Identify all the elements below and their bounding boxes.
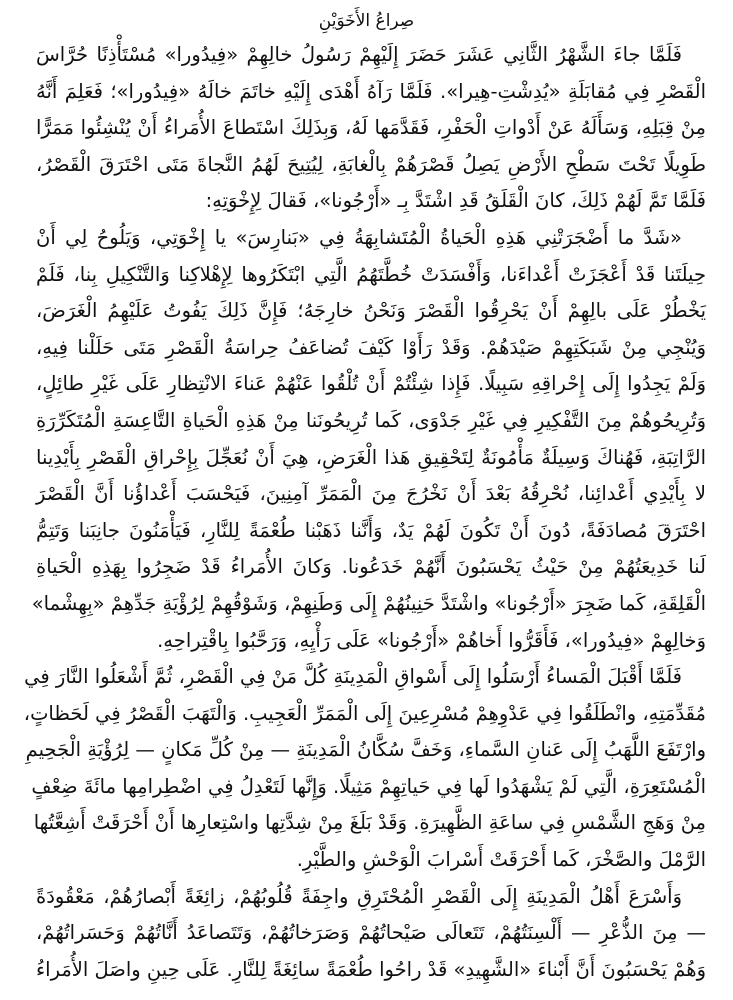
text-line: وارْتَفَعَ اللَّهَبُ إِلَى عَنانِ السَّماءِ، وَخَفَّ سُكَّانُ الْمَدِينَةِ — مِنْ كُلِّ مَكانٍ — لِرُؤْيَةِ الْجَحِيمِ bbox=[25, 738, 706, 762]
text-line: الْقَصْرِ فِي مُقابَلَةِ «يُدِشْتِ-هِيرا». فَلَمَّا رَآهُ أَهْدَى إِلَيْهِ خاتَمَ خالَهُ «فِيدُورا»؛ فَعَلِمَ أَنَّهُ bbox=[36, 79, 706, 103]
text-line: وَهُمْ يَحْسَبُونَ أَنَّ أَبْناءَ «الشَّهِيدِ» قَدْ راحُوا طُعْمَةً سائِغَةً لِلنَّارِ. عَلَى حِينِ واصَلَ الأُمَراءُ bbox=[36, 957, 706, 981]
body-text bbox=[23, 37, 706, 988]
text-line: الرَّاتِبَةِ، فَهُناكَ وَسِيلَةٌ مَأْمُونَةٌ لِتَحْقِيقِ هَذا الْغَرَضِ، هِيَ أَنْ نُعَجِّلَ بِإِحْراقِ الْقَصْرِ بِأَيْدِينا bbox=[36, 445, 706, 469]
text-line: فَلَمَّا جاءَ الشَّهْرُ الثَّانِي عَشَرَ حَضَرَ إِلَيْهِمْ رَسُولُ خالِهِمْ «فِيدُورا» مُسْتَأْذِنًا حُرَّاسَ bbox=[36, 43, 682, 66]
text-line: وَيُنْجِي مِنْ شَبَكَتِهِمْ صَيْدَهُمْ. وَقَدْ رَأَوْا كَيْفَ تُضاعَفُ حِراسَةُ الْقَصْرِ مَتَى حَلَلْنا فِيهِ، bbox=[36, 335, 706, 359]
text-line: الْمُسْتَعِرَةِ، الَّتِي لَمْ يَشْهَدُوا لَها فِي حَياتِهِمْ مَثِيلًا. وَإِنَّها لَتَعْدِلُ فِي اضْطِرامِها مائَةَ ضِعْفٍ bbox=[31, 774, 706, 798]
text-line: وَلَمْ يَجِدُوا إِلَى إِحْراقِهِ سَبِيلًا. فَإِذا شِئْتُمْ أَنْ تُلْقُوا عَنْهُمْ عَناءَ الانْتِظارِ عَلَى غَيْرِ طائِلٍ، bbox=[36, 372, 706, 396]
text-line: مِنْ قِبَلِهِ، وَسَأَلَهُ عَنْ أَدْواتِ الْحَفْرِ، فَقَدَّمَها لَهُ، وَبِذَلِكَ اسْتَطاعَ الأُمَراءُ أَنْ يُنْشِئُوا مَمَرًّا bbox=[36, 116, 706, 140]
text-line: — مِنَ الذُّعْرِ — أَلْسِنَتُهُمْ، تَتَعالَى صَيْحاتُهُمْ وَصَرَخاتُهُمْ، وَتَتَصاعَدُ أَنَّاتُهُمْ وَحَسَراتُهُمْ، bbox=[36, 921, 706, 945]
text-line: احْتَرَقَ مُصادَفَةً، دُونَ أَنْ تَكُونَ لَهُمْ يَدٌ، وَأَنَّنا ذَهَبْنا طُعْمَةً لِلنَّارِ، فَيَأْمَنُونَ جانِبَنا وَتَتِمُّ bbox=[36, 518, 706, 542]
text-line: مُقَدِّمَتِهِ، وانْطَلَقُوا فِي عَدْوِهِمْ مُسْرِعِينَ إِلَى الْمَمَرِّ الْعَجِيبِ. وَالْتَهَبَ الْقَصْرُ فِي لَحَظاتٍ، bbox=[23, 701, 706, 725]
text-line: حِيلَتَنا قَدْ أَعْجَزَتْ أَعْداءَنا، وَأَفْسَدَتْ خُطَّتَهُمُ الَّتِي ابْتَكَرُوها لِإِهْلاكِنا وَالتَّنْكِيلِ بِنا، فَلَمْ bbox=[36, 262, 706, 286]
text-line: يَخْطُرْ عَلَى بالِهِمْ أَنْ يَحْرِقُوا الْقَصْرَ وَنَحْنُ خارِجَهُ؛ فَإِنَّ ذَلِكَ يَفُوتُ عَلَيْهِمُ الْغَرَضَ، bbox=[36, 299, 706, 323]
text-line: لَنا خَدِيعَتُهُمْ مِنْ حَيْثُ يَحْسَبُونَ أَنَّهُمْ خَدَعُونا. وَكانَ الأُمَراءُ قَدْ ضَجِرُوا بِهَذِهِ الْحَياةِ bbox=[36, 555, 706, 579]
text-line: الرَّمْلَ والصَّخْرَ، كَما أَحْرَقَتْ أَسْرابَ الْوَحْشِ والطَّيْرِ. bbox=[296, 848, 706, 872]
text-line: مِنْ وَهَجِ الشَّمْسِ فِي ساعَةِ الظَّهِيرَةِ. وَقَدْ بَلَغَ مِنْ شِدَّتِها واسْتِعارِها أَنْ أَحْرَقَتْ أَشِعَّتُها bbox=[33, 811, 706, 835]
page-title: صِراعُ الأَخَوَيْنِ bbox=[318, 11, 415, 31]
text-line: وَأَسْرَعَ أَهْلُ الْمَدِينَةِ إِلَى الْقَصْرِ الْمُحْتَرِقِ واجِفَةً قُلُوبُهُمْ، زائِغَةً أَبْصارُهُمْ، مَعْقُودَةً bbox=[36, 884, 682, 908]
text-line: فَلَمَّا تَمَّ لَهُمْ ذَلِكَ، كانَ الْقَلَقُ قَدِ اشْتَدَّ بِـ «أَرْجُونا»، فَقالَ لِإِخْوَتِهِ: bbox=[205, 189, 706, 213]
text-line: لا بِأَيْدِي أَعْدائِنا، نُحْرِقُهُ بَعْدَ أَنْ نَخْرُجَ مِنَ الْمَمَرِّ آمِنِينَ، فَيَحْسَبَ أَعْداؤُنا أَنَّ الْقَصْرَ bbox=[36, 482, 706, 506]
text-line: وَتُرِيحُوهُمْ مِنَ التَّفْكِيرِ فِي غَيْرِ جَدْوَى، كَما تُرِيحُونَنا مِنْ هَذِهِ الْحَياةِ التَّاعِسَةِ الْمُتَكَرِّرَةِ bbox=[36, 408, 706, 432]
text-line: وَخالِهِمْ «فِيدُورا»، فَأَقَرُّوا أَخاهُمْ «أَرْجُونا» عَلَى رَأْيِهِ، وَرَحَّبُوا بِاقْتِراحِهِ. bbox=[157, 628, 706, 652]
text-line: الْقَلِقَةِ، كَما ضَجِرَ «أَرْجُونا» واشْتَدَّ حَنِينُهُمْ إِلَى وَطَنِهِمْ، وَشَوْقُهِمْ لِرُؤْيَةِ جَدِّهِمْ «بِهِشْما» bbox=[31, 591, 706, 615]
text-line: طَوِيلًا تَحْتَ سَطْحِ الأَرْضِ يَصِلُ قَصْرَهُمْ بِالْغابَةِ، لِيُتِيحَ لَهُمُ النَّجاةَ مَتَى احْتَرَقَ الْقَصْرُ، bbox=[36, 152, 706, 176]
text-line: فَلَمَّا أَقْبَلَ الْمَساءُ أَرْسَلُوا إِلَى أَسْواقِ الْمَدِينَةِ كُلَّ مَنْ فِي الْقَصْرِ، ثُمَّ أَشْعَلُوا النَّارَ فِي bbox=[24, 665, 682, 689]
text-line: «شَدَّ ما أَضْجَرَتْنِي هَذِهِ الْحَياةُ الْمُتَشابِهَةُ فِي «بَنارِسَ» يا إِخْوَتِي، وَيَلُوحُ لِي أَنْ bbox=[36, 225, 682, 249]
